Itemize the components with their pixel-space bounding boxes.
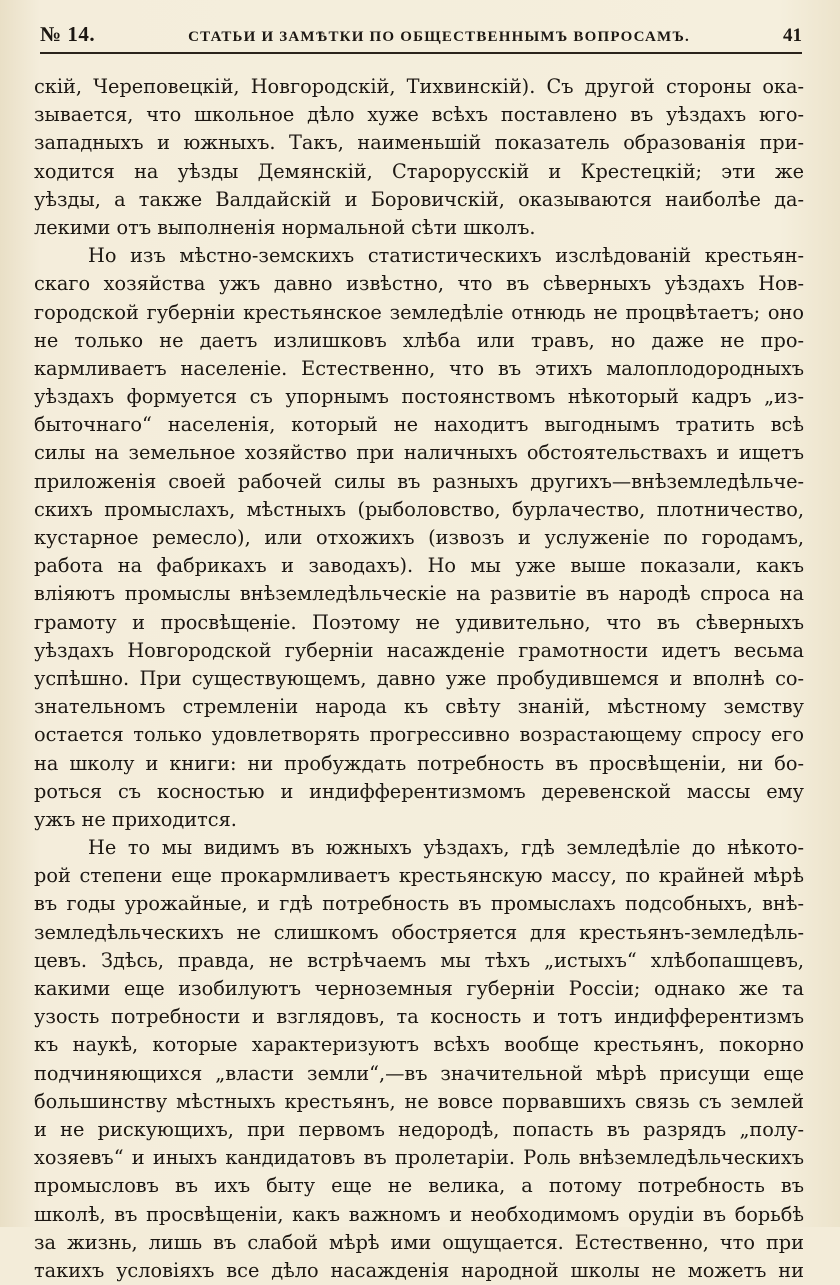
running-head [40,22,802,54]
text-line: кармливаетъ населеніе. Естественно, что въ этихъ малоплодородныхъ [34,356,804,380]
section-title: СТАТЬИ И ЗАМѢТКИ ПО ОБЩЕСТВЕННЫМЪ ВОПРОСАМЪ. [188,29,690,45]
header-rule [40,52,802,54]
text-line: скаго хозяйства ужъ давно извѣстно, что въ сѣверныхъ уѣздахъ Нов- [34,272,804,296]
text-line: городской губерніи крестьянское земледѣліе отнюдь не процвѣтаетъ; оно [34,300,804,324]
text-line: роться съ косностью и индифферентизмомъ деревенской массы ему [34,779,804,803]
text-line: не только не даетъ излишковъ хлѣба или травъ, но даже не про- [34,328,804,352]
text-line: цевъ. Здѣсь, правда, не встрѣчаемъ мы тѣхъ „истыхъ“ хлѣбопашцевъ, [34,948,804,972]
page-number: 41 [782,25,802,46]
text-line: быточнаго“ населенія, который не находитъ выгоднымъ тратить всѣ [34,413,804,437]
text-line: какими еще изобилуютъ черноземныя губерніи Россіи; однако же та [34,977,804,1000]
text-line: грамоту и просвѣщеніе. Поэтому не удивительно, что въ сѣверныхъ [34,610,804,634]
text-line: остается только удовлетворять прогрессивно возрастающему спросу его [34,723,804,747]
text-line: кустарное ремесло), или отхожихъ (извозъ и услуженіе по городамъ, [34,526,804,549]
text-line: земледѣльческихъ не слишкомъ обостряется для крестьянъ-земледѣль- [34,920,804,944]
text-line: промысловъ въ ихъ быту еще не велика, а потому потребность въ [34,1174,804,1198]
text-line: школѣ, въ просвѣщеніи, какъ важномъ и необходимомъ орудіи въ борьбѣ [34,1202,804,1226]
text-line: скій, Череповецкій, Новгородскій, Тихвинскій). Съ другой стороны ока- [34,75,804,98]
body-text [34,73,804,1285]
text-line: и не рискующихъ, при первомъ недородѣ, попасть въ разрядъ „полу- [34,1117,804,1141]
text-line: уѣздахъ формуется съ упорнымъ постоянствомъ нѣкоторый кадръ „из- [34,385,804,409]
text-line: успѣшно. При существующемъ, давно уже пробудившемся и вполнѣ со- [34,666,804,690]
text-line: большинству мѣстныхъ крестьянъ, не вовсе порвавшихъ связь съ землей [34,1089,804,1113]
text-line: на школу и книги: ни пробуждать потребность въ просвѣщеніи, ни бо- [34,751,804,775]
text-line: ходится на уѣзды Демянскій, Старорусскій и Крестецкій; эти же [34,159,804,183]
text-line: силы на земельное хозяйство при наличныхъ обстоятельствахъ и ищетъ [34,441,804,465]
paragraph-first-line: Но изъ мѣстно-земскихъ статистическихъ изслѣдованій крестьян- [88,244,804,268]
text-line: лекими отъ выполненія нормальной сѣти школъ. [34,215,536,239]
text-line: узость потребности и взглядовъ, та косность и тотъ индифферентизмъ [34,1005,804,1029]
issue-number: № 14. [40,22,96,46]
text-line: рой степени еще прокармливаетъ крестьянскую массу, по крайней мѣрѣ [34,864,804,888]
text-line: работа на фабрикахъ и заводахъ). Но мы уже выше показали, какъ [34,554,804,578]
text-line: уѣзды, а также Валдайскій и Боровичскій, оказываются наиболѣе да- [34,187,804,211]
text-line: подчиняющихся „власти земли“,—въ значительной мѣрѣ присущи еще [34,1061,804,1085]
text-line: такихъ условіяхъ все дѣло насажденія народной школы не можетъ ни [34,1258,804,1282]
text-line: въ годы урожайные, и гдѣ потребность въ промыслахъ подсобныхъ, внѣ- [34,892,804,916]
paragraph-first-line: Не то мы видимъ въ южныхъ уѣздахъ, гдѣ земледѣліе до нѣкото- [88,836,804,860]
text-line: приложенія своей рабочей силы въ разныхъ другихъ—внѣземледѣльче- [34,469,804,493]
text-line: ужъ не приходится. [34,807,237,831]
text-line: уѣздахъ Новгородской губерніи насажденіе грамотности идетъ весьма [34,638,804,662]
text-line: западныхъ и южныхъ. Такъ, наименьшій показатель образованія при- [34,131,804,155]
text-line: скихъ промыслахъ, мѣстныхъ (рыболовство, бурлачество, плотничество, [34,497,804,521]
text-line: зывается, что школьное дѣло хуже всѣхъ поставлено въ уѣздахъ юго- [34,103,804,127]
text-line: хозяевъ“ и иныхъ кандидатовъ въ пролетаріи. Роль внѣземледѣльческихъ [34,1146,804,1170]
text-line: за жизнь, лишь въ слабой мѣрѣ ими ощущается. Естественно, что при [34,1230,804,1254]
text-line: къ наукѣ, которые характеризуютъ всѣхъ вообще крестьянъ, покорно [34,1033,804,1057]
text-line: знательномъ стремленіи народа къ свѣту знаній, мѣстному земству [34,695,804,719]
text-line: вліяютъ промыслы внѣземледѣльческіе на развитіе въ народѣ спроса на [34,582,804,606]
